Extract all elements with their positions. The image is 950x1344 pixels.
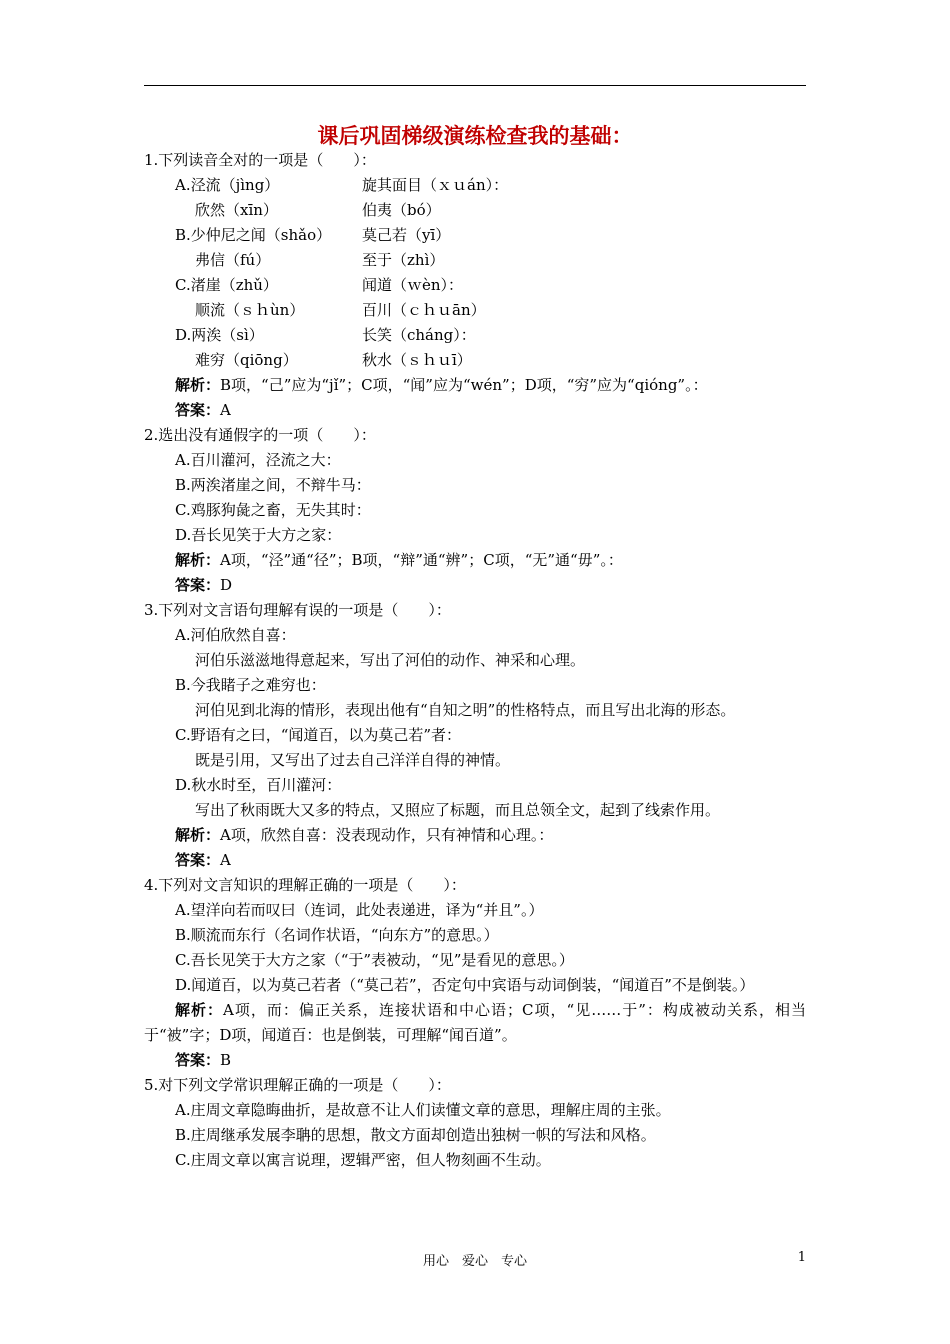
q3-option-b-explanation: 河伯见到北海的情形，表现出他有“自知之明”的性格特点，而且写出北海的形态。 bbox=[195, 701, 736, 719]
q1-opt-c2: 闻道（ｗèn）： bbox=[362, 276, 464, 294]
q3-option-c: C.野语有之曰，“闻道百，以为莫己若”者： bbox=[175, 726, 462, 744]
answer-value: B bbox=[220, 1051, 232, 1069]
q1-opt-d3: 难穷（qiōng） bbox=[195, 351, 298, 369]
document-body bbox=[144, 148, 806, 1173]
analysis-text: A项，欣然自喜：没表现动作，只有神情和心理。： bbox=[220, 826, 554, 844]
q4-stem: 4.下列对文言知识的理解正确的一项是（ ）： bbox=[144, 876, 466, 894]
q3-option-c-explanation: 既是引用，又写出了过去自己洋洋自得的神情。 bbox=[195, 751, 511, 769]
q3-option-d: D.秋水时至，百川灌河： bbox=[175, 776, 342, 794]
q4-option-a: A.望洋向若而叹曰（连词，此处表递进，译为“并且”。） bbox=[175, 901, 544, 919]
q1-opt-c4: 百川（ｃｈｕān） bbox=[362, 301, 486, 319]
page-title: 课后巩固梯级演练检查我的基础： bbox=[317, 124, 633, 148]
q1-option-row bbox=[144, 323, 806, 348]
q1-option-row bbox=[144, 173, 806, 198]
q4-option-d: D.闻道百，以为莫己若者（“莫己若”，否定句中宾语与动词倒装，“闻道百”不是倒装。） bbox=[175, 976, 755, 994]
q1-stem: 1.下列读音全对的一项是（ ）： bbox=[144, 151, 376, 169]
header-rule bbox=[144, 85, 806, 86]
analysis-label: 解析： bbox=[175, 1001, 224, 1019]
q1-analysis bbox=[144, 373, 806, 398]
q1-opt-d2: 长笑（cháng）： bbox=[362, 326, 476, 344]
q1-opt-a4: 伯夷（bó） bbox=[362, 201, 441, 219]
q4-option-b: B.顺流而东行（名词作状语，“向东方”的意思。） bbox=[175, 926, 499, 944]
q1-opt-b4: 至于（zhì） bbox=[362, 251, 445, 269]
answer-label: 答案： bbox=[175, 1051, 221, 1069]
q4-analysis bbox=[144, 998, 806, 1048]
analysis-text: A项，“泾”通“径”；B项，“辩”通“辨”；C项，“无”通“毋”。： bbox=[220, 551, 623, 569]
q2-option-b: B.两涘渚崖之间，不辩牛马： bbox=[175, 476, 371, 494]
q1-option-row bbox=[144, 248, 806, 273]
q1-answer bbox=[144, 398, 806, 423]
q4-answer bbox=[144, 1048, 806, 1073]
q3-option-d-explanation: 写出了秋雨既大又多的特点，又照应了标题，而且总领全文，起到了线索作用。 bbox=[195, 801, 721, 819]
footer-slogan: 用心 爱心 专心 bbox=[422, 1254, 527, 1269]
q1-opt-a1: A.泾流（jìng） bbox=[175, 176, 280, 194]
analysis-text: B项，“己”应为“jǐ”；C项，“闻”应为“wén”；D项，“穷”应为“qióng”。： bbox=[220, 376, 708, 394]
q1-option-row bbox=[144, 273, 806, 298]
q1-opt-b1: B.少仲尼之闻（shǎo） bbox=[175, 226, 332, 244]
answer-label: 答案： bbox=[175, 851, 221, 869]
q3-stem: 3.下列对文言语句理解有误的一项是（ ）： bbox=[144, 601, 451, 619]
page-footer bbox=[144, 1250, 806, 1269]
answer-value: D bbox=[220, 576, 233, 594]
q1-opt-d1: D.两涘（sì） bbox=[175, 326, 264, 344]
q1-opt-c1: C.渚崖（zhǔ） bbox=[175, 276, 278, 294]
answer-value: A bbox=[220, 401, 231, 419]
q1-opt-c3: 顺流（ｓｈùn） bbox=[195, 301, 305, 319]
q2-option-c: C.鸡豚狗彘之畜，无失其时： bbox=[175, 501, 371, 519]
answer-value: A bbox=[220, 851, 231, 869]
analysis-label: 解析： bbox=[175, 376, 221, 394]
q2-option-a: A.百川灌河，泾流之大： bbox=[175, 451, 341, 469]
q3-analysis bbox=[144, 823, 806, 848]
q1-opt-b2: 莫己若（yī） bbox=[362, 226, 451, 244]
analysis-label: 解析： bbox=[175, 551, 221, 569]
q2-stem: 2.选出没有通假字的一项（ ）： bbox=[144, 426, 376, 444]
q1-opt-a3: 欣然（xīn） bbox=[195, 201, 278, 219]
q2-analysis bbox=[144, 548, 806, 573]
q1-option-row bbox=[144, 223, 806, 248]
answer-label: 答案： bbox=[175, 401, 221, 419]
q2-answer bbox=[144, 573, 806, 598]
q1-opt-a2: 旋其面目（ｘｕán）： bbox=[362, 176, 509, 194]
q1-option-row bbox=[144, 298, 806, 323]
q5-stem: 5.对下列文学常识理解正确的一项是（ ）： bbox=[144, 1076, 451, 1094]
analysis-text: A项，而：偏正关系，连接状语和中心语；C项，“见……于”：构成被动关系，相当于“被”字；D项，闻道百：也是倒装，可理解“闻百道”。 bbox=[144, 1001, 806, 1044]
q3-answer bbox=[144, 848, 806, 873]
q1-opt-b3: 弗信（fú） bbox=[195, 251, 271, 269]
q5-option-b: B.庄周继承发展李聃的思想，散文方面却创造出独树一帜的写法和风格。 bbox=[175, 1126, 656, 1144]
q3-option-a: A.河伯欣然自喜： bbox=[175, 626, 296, 644]
analysis-label: 解析： bbox=[175, 826, 221, 844]
answer-label: 答案： bbox=[175, 576, 221, 594]
q1-opt-d4: 秋水（ｓｈｕī） bbox=[362, 351, 472, 369]
q3-option-a-explanation: 河伯乐滋滋地得意起来，写出了河伯的动作、神采和心理。 bbox=[195, 651, 586, 669]
q5-option-c: C.庄周文章以寓言说理，逻辑严密，但人物刻画不生动。 bbox=[175, 1151, 551, 1169]
q3-option-b: B.今我睹子之难穷也： bbox=[175, 676, 326, 694]
q1-option-row bbox=[144, 198, 806, 223]
page-number: 1 bbox=[797, 1250, 806, 1265]
q2-option-d: D.吾长见笑于大方之家： bbox=[175, 526, 342, 544]
q1-option-row bbox=[144, 348, 806, 373]
q5-option-a: A.庄周文章隐晦曲折，是故意不让人们读懂文章的意思，理解庄周的主张。 bbox=[175, 1101, 671, 1119]
q4-option-c: C.吾长见笑于大方之家（“于”表被动，“见”是看见的意思。） bbox=[175, 951, 574, 969]
